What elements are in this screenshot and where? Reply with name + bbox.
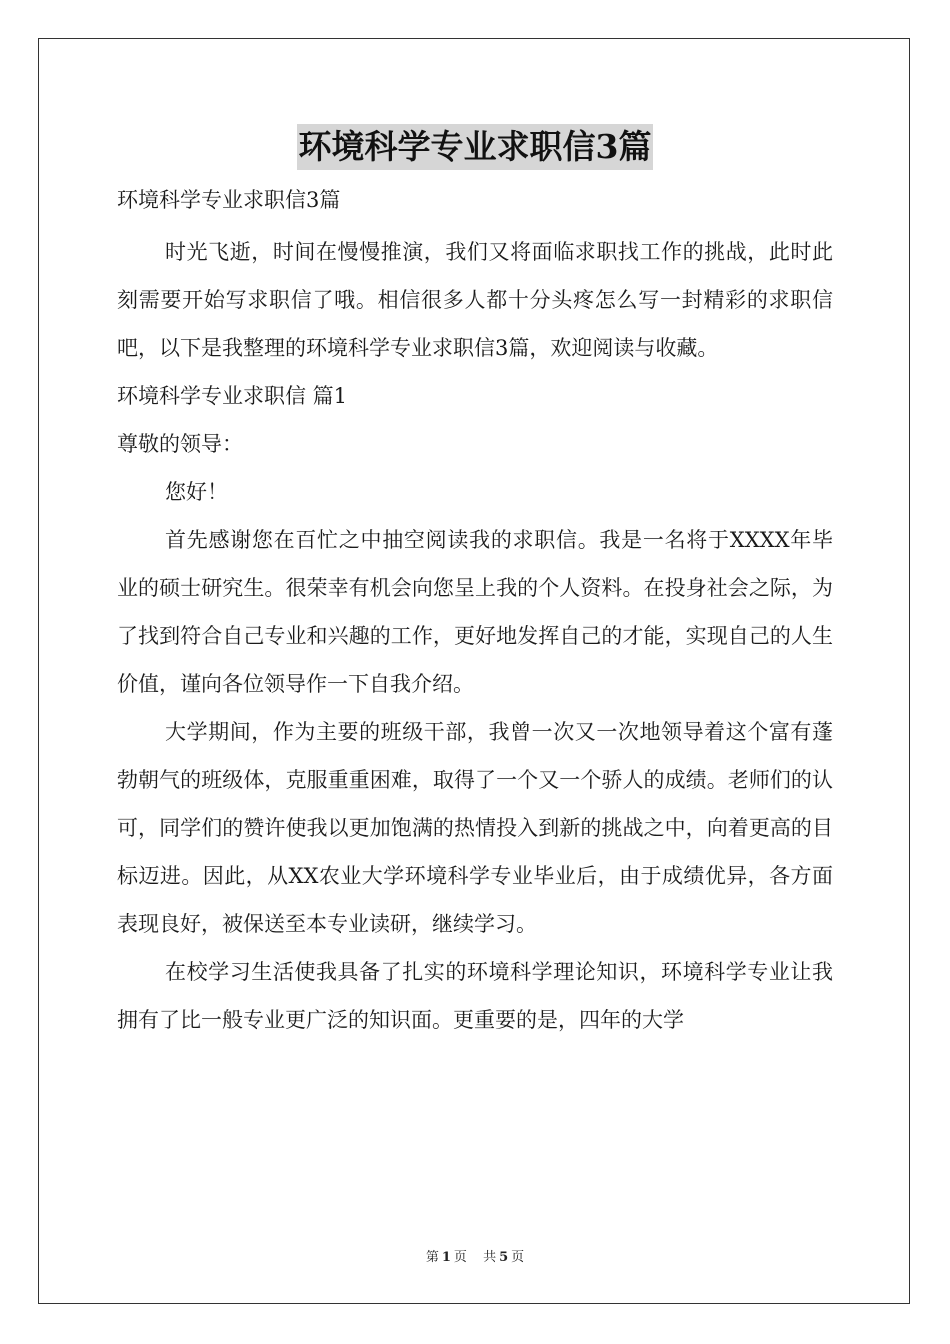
document-body — [117, 176, 833, 1044]
body-paragraph: 首先感谢您在百忙之中抽空阅读我的求职信。我是一名将于XXXX年毕业的硕士研究生。很荣幸有机会向您呈上我的个人资料。在投身社会之际，为了找到符合自己专业和兴趣的工作，更好地发挥自己的才能，实现自己的人生价值，谨向各位领导作一下自我介绍。 — [117, 528, 833, 696]
body-paragraph: 大学期间，作为主要的班级干部，我曾一次又一次地领导着这个富有蓬勃朝气的班级体，克服重重困难，取得了一个又一个骄人的成绩。老师们的认可，同学们的赞许使我以更加饱满的热情投入到新的挑战之中，向着更高的目标迈进。因此，从XX农业大学环境科学专业毕业后，由于成绩优异，各方面表现良好，被保送至本专业读研，继续学习。 — [117, 720, 833, 936]
total-pages-indicator: 共 5 页 — [483, 1250, 525, 1265]
body-paragraph: 在校学习生活使我具备了扎实的环境科学理论知识，环境科学专业让我拥有了比一般专业更广泛的知识面。更重要的是，四年的大学 — [117, 960, 833, 1032]
section-heading: 环境科学专业求职信 篇1 — [117, 384, 348, 408]
greeting: 您好！ — [165, 480, 228, 504]
document-title: 环境科学专业求职信3篇 — [297, 124, 654, 170]
title-container — [0, 124, 950, 170]
intro-paragraph: 时光飞逝，时间在慢慢推演，我们又将面临求职找工作的挑战，此时此刻需要开始写求职信了哦。相信很多人都十分头疼怎么写一封精彩的求职信吧，以下是我整理的环境科学专业求职信3篇，欢迎阅读与收藏。 — [117, 240, 833, 360]
page-footer — [0, 1246, 950, 1265]
salutation: 尊敬的领导： — [117, 432, 243, 456]
document-subtitle: 环境科学专业求职信3篇 — [117, 188, 341, 212]
page-indicator: 第 1 页 — [425, 1250, 467, 1265]
